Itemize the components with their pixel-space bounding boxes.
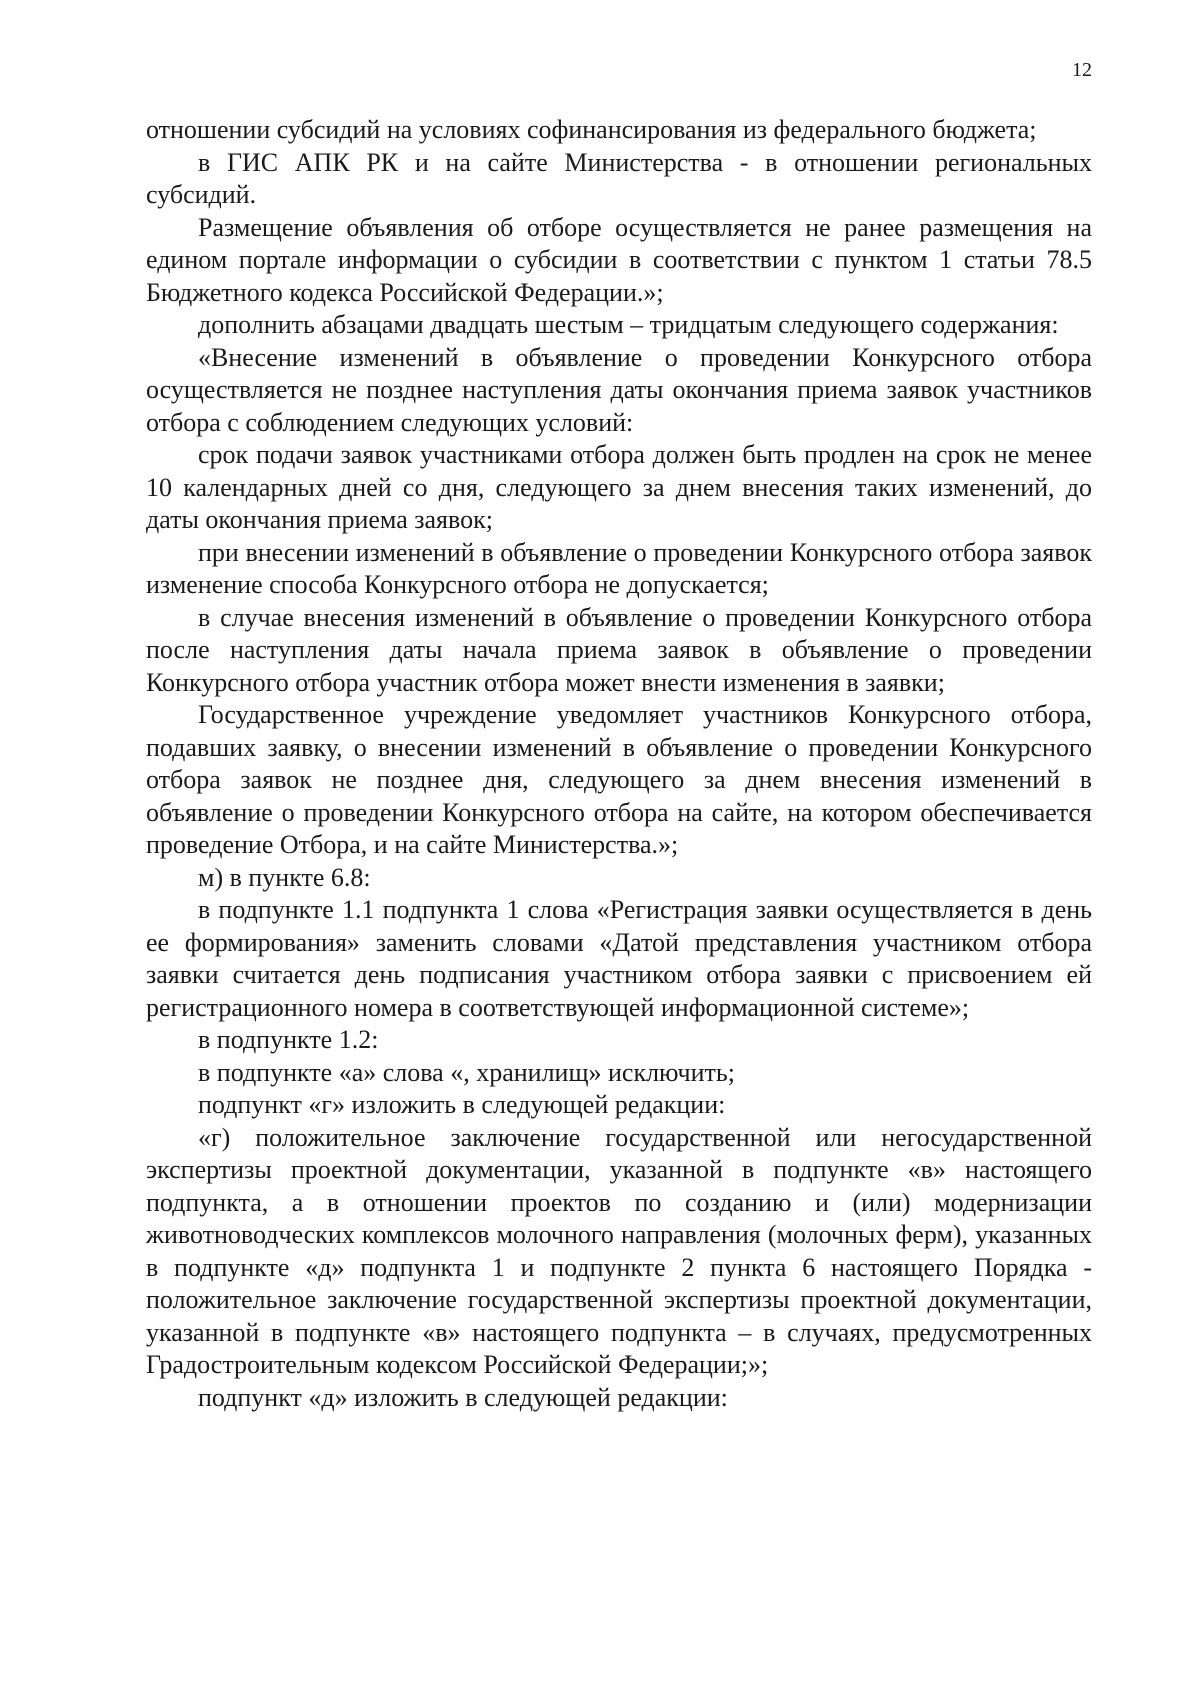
paragraph: дополнить абзацами двадцать шестым – тридцатым следующего содержания: (198, 310, 1059, 339)
paragraph: в подпункте 1.1 подпункта 1 слова «Регистрация заявки осуществляется в день ее формирования» заменить словами «Датой представления участником отбора заявки считается день подписания участником отбора заявки с присвоением ей регистрационного номера в соответствующей информационной системе»; (146, 895, 1092, 1022)
paragraph: в ГИС АПК РК и на сайте Министерства - в отношении региональных субсидий. (146, 147, 1092, 209)
paragraph: Государственное учреждение уведомляет участников Конкурсного отбора, подавших заявку, о внесении изменений в объявление о проведении Конкурсного отбора заявок не позднее дня, следующего за днем внесения изменений в объявление о проведении Конкурсного отбора на сайте, на котором обеспечивается проведение Отбора, и на сайте Министерства.»; (146, 700, 1092, 859)
paragraph: в подпункте 1.2: (198, 1025, 379, 1054)
document-body (146, 114, 1092, 1414)
paragraph: при внесении изменений в объявление о проведении Конкурсного отбора заявок изменение способа Конкурсного отбора не допускается; (146, 537, 1092, 599)
paragraph: отношении субсидий на условиях софинансирования из федерального бюджета; (146, 115, 1037, 144)
paragraph: «г) положительное заключение государственной или негосударственной экспертизы проектной документации, указанной в подпункте «в» настоящего подпункта, а в отношении проектов по созданию и (или) модернизации животноводческих комплексов молочного направления (молочных ферм), указанных в подпункте «д» подпункта 1 и подпункте 2 пункта 6 настоящего Порядка - положительное заключение государственной экспертизы проектной документации, указанной в подпункте «в» настоящего подпункта – в случаях, предусмотренных Градостроительным кодексом Российской Федерации;»; (146, 1122, 1092, 1379)
paragraph: «Внесение изменений в объявление о проведении Конкурсного отбора осуществляется не позднее наступления даты окончания приема заявок участников отбора с соблюдением следующих условий: (146, 342, 1092, 437)
paragraph: в случае внесения изменений в объявление о проведении Конкурсного отбора после наступления даты начала приема заявок в объявление о проведении Конкурсного отбора участник отбора может внести изменения в заявки; (146, 602, 1092, 697)
paragraph: Размещение объявления об отборе осуществляется не ранее размещения на едином портале информации о субсидии в соответствии с пунктом 1 статьи 78.5 Бюджетного кодекса Российской Федерации.»; (146, 212, 1092, 307)
paragraph: подпункт «д» изложить в следующей редакции: (198, 1382, 728, 1412)
paragraph: в подпункте «а» слова «, хранилищ» исключить; (198, 1057, 735, 1087)
page-number: 12 (1072, 59, 1092, 81)
paragraph: срок подачи заявок участниками отбора должен быть продлен на срок не менее 10 календарных дней со дня, следующего за днем внесения таких изменений, до даты окончания приема заявок; (146, 440, 1092, 534)
paragraph: м) в пункте 6.8: (198, 862, 371, 892)
paragraph: подпункт «г» изложить в следующей редакции: (198, 1090, 726, 1119)
